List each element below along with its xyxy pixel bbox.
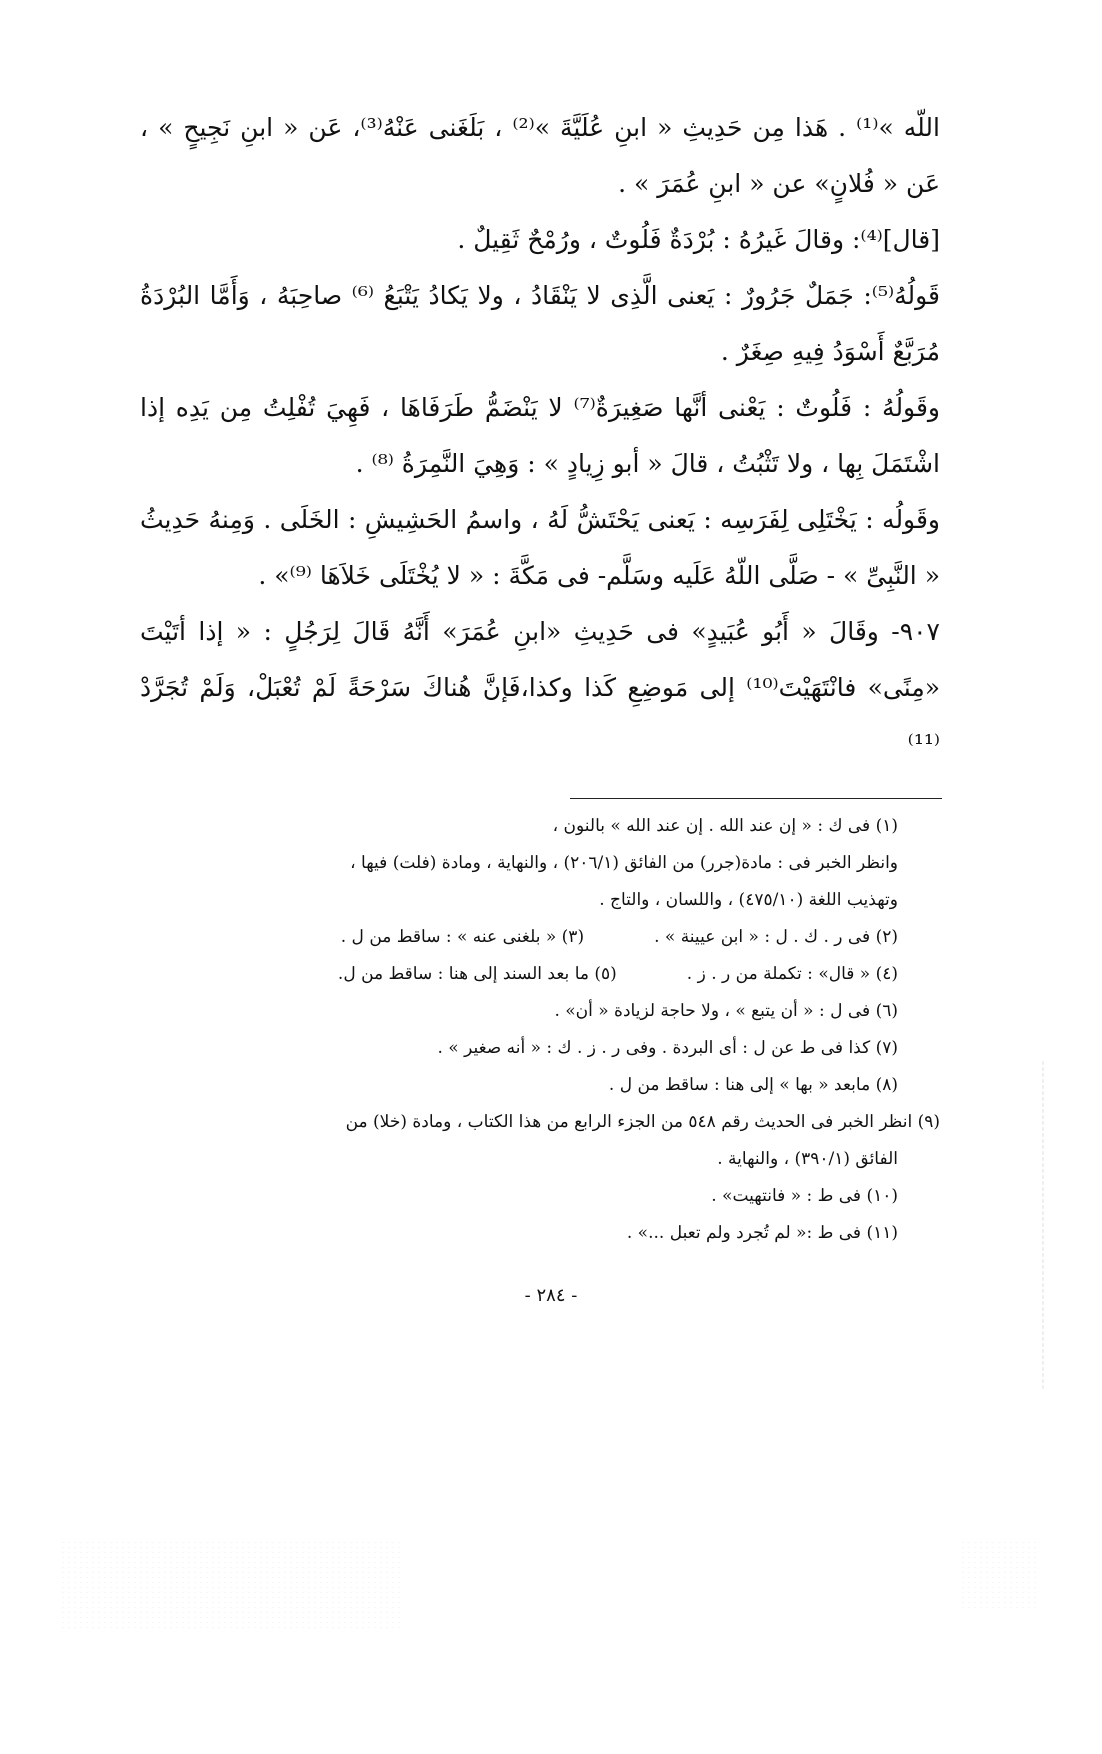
footnote-7: (٧) كذا فى ط عن ل : أى البردة . وفى ر . ز . ك : « أنه صغير » . (437, 1038, 898, 1058)
footnote-3: (٣) « بلغنى عنه » : ساقط من ل . (340, 927, 585, 947)
main-text-body (140, 100, 940, 772)
footnote-9-continued: الفائق (٣٩٠/١) ، والنهاية . (717, 1149, 898, 1169)
footnote-9: (٩) انظر الخبر فى الحديث رقم ٥٤٨ من الجزء الرابع من هذا الكتاب ، ومادة (خلا) من (345, 1112, 940, 1132)
main-paragraph: اللّه »⁽¹⁾ . هَذا مِن حَدِيثِ « ابنِ عُلَيَّةَ »⁽²⁾ ، بَلَغَنى عَنْهُ⁽³⁾، عَن « ابنِ نَجِيحٍ » ، عَن « فُلانٍ» عن « ابنِ عُمَرَ » . (140, 113, 940, 198)
footnote-separator (570, 798, 942, 799)
main-paragraph: [قال]⁽⁴⁾: وقالَ غَيرُهُ : بُرْدَةٌ فَلُوتٌ ، ورُمْحٌ ثَقِيلٌ . (457, 225, 940, 254)
main-paragraph: ٩٠٧- وقَالَ « أَبُو عُبَيدٍ» فى حَدِيثِ «ابنِ عُمَرَ» أَنَّهُ قَالَ لِرَجُلٍ : « إذا أتَيْتَ «مِنًى» فانْتَهَيْتَ⁽¹⁰⁾ إلى مَوضِعِ كَذا وكذا،فَإنَّ هُناكَ سَرْحَةً لَمْ تُعْبَلْ، وَلَمْ تُجَرَّدْ ⁽¹¹⁾ (140, 617, 941, 758)
scan-noise (960, 1540, 1040, 1610)
footnote-2: (٢) فى ر . ك . ل : « ابن عيينة » . (654, 927, 898, 947)
footnote-10: (١٠) فى ط : « فانتهيت» . (711, 1186, 898, 1206)
footnote-1-continued: وتهذيب اللغة (٤٧٥/١٠) ، واللسان ، والتاج . (599, 890, 898, 910)
page-number: - ٢٨٤ - (524, 1285, 578, 1306)
footnote-4: (٤) « قال» : تكملة من ر . ز . (686, 964, 898, 984)
footnote-8: (٨) مابعد « بها » إلى هنا : ساقط من ل . (608, 1075, 898, 1095)
scan-edge (1042, 1060, 1044, 1390)
main-paragraph: قَولُهُ⁽⁵⁾: جَمَلٌ جَرُورٌ : يَعنى الَّذِى لا يَنْقَادُ ، ولا يَكادُ يَتْبَعُ ⁽⁶⁾ صاحِبَهُ ، وَأَمَّا البُرْدَةُ مُرَبَّعٌ أَسْوَدُ فِيهِ صِغَرٌ . (140, 281, 940, 366)
scan-noise (60, 1540, 400, 1630)
footnote-1: (١) فى ك : « إن عند الله . إن عند الله » بالنون ، (552, 816, 898, 836)
footnote-row (140, 956, 940, 993)
footnotes (140, 808, 940, 1252)
footnote-row (140, 919, 940, 956)
footnote-11: (١١) فى ط :« لم تُجرد ولم تعبل ...» . (626, 1223, 898, 1243)
footnote-1-continued: وانظر الخبر فى : مادة(جرر) من الفائق (٢٠٦/١) ، والنهاية ، ومادة (فلت) فيها ، (350, 853, 898, 873)
main-paragraph: وقَولُهُ : فَلُوتٌ : يَعْنى أنَّها صَغِيرَةٌ⁽⁷⁾ لا يَنْضَمُّ طَرَفَاهَا ، فَهِيَ تُفْلِتُ مِن يَدِه إذا اشْتَمَلَ بِها ، ولا تَثْبُتُ ، قالَ « أبو زِيادٍ » : وَهِيَ النَّمِرَةُ ⁽⁸⁾ . (140, 393, 940, 478)
footnote-5: (٥) ما بعد السند إلى هنا : ساقط من ل. (337, 964, 617, 984)
main-paragraph: وقَولُه : يَخْتَلِى لِفَرَسِه : يَعنى يَحْتَشُّ لَهُ ، واسمُ الحَشِيشِ : الخَلَى . وَمِنهُ حَدِيثُ « النَّبِىِّ » - صَلَّى اللّهُ عَلَيه وسَلَّم- فى مَكَّةَ : « لا يُخْتَلَى خَلاَهَا ⁽⁹⁾» . (140, 505, 940, 590)
footnote-6: (٦) فى ل : « أن يتبع » ، ولا حاجة لزيادة « أن» . (554, 1001, 898, 1021)
